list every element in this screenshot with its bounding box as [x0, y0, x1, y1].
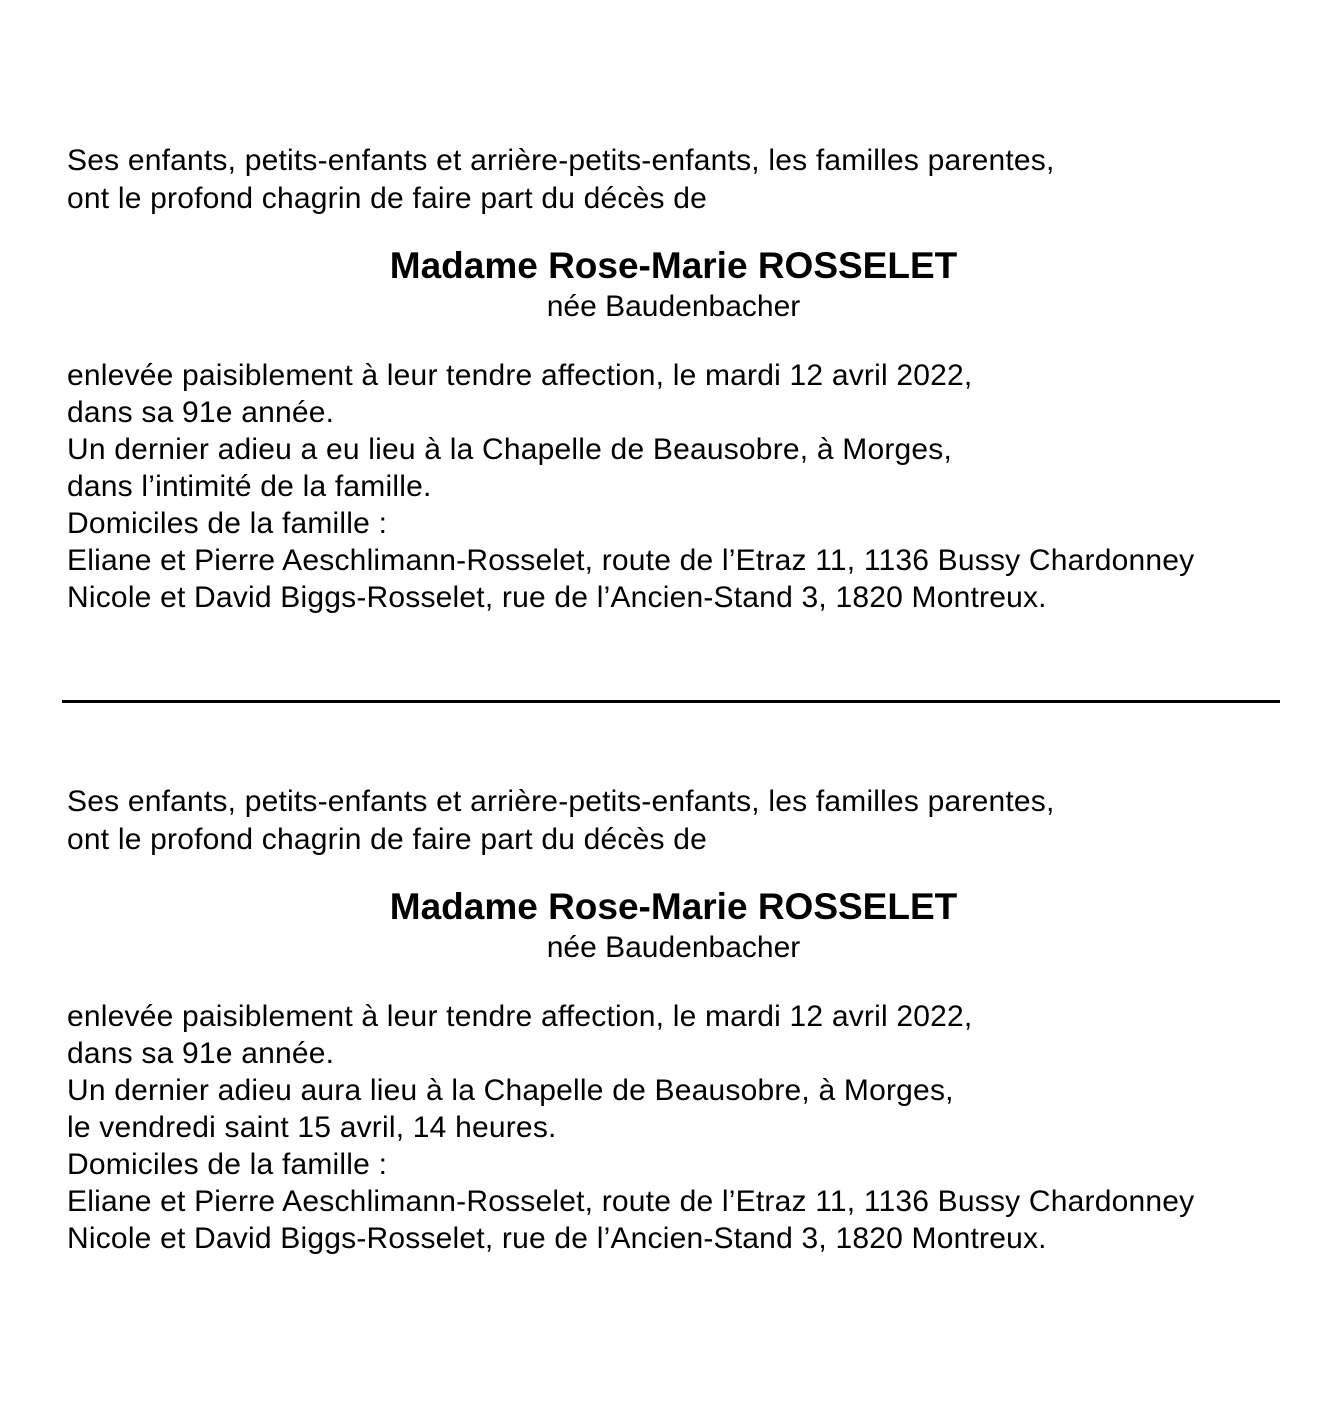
body-line: dans sa 91e année. [67, 1037, 335, 1070]
body-paragraph [67, 998, 1287, 1257]
body-line: Domiciles de la famille : [67, 507, 388, 540]
intro-line: Ses enfants, petits-enfants et arrière-petits-enfants, les familles parentes, [67, 785, 1055, 818]
intro-line: ont le profond chagrin de faire part du décès de [67, 182, 708, 215]
intro-paragraph [67, 142, 1287, 218]
title-area [67, 885, 1280, 967]
body-line: le vendredi saint 15 avril, 14 heures. [67, 1111, 557, 1144]
body-line: Un dernier adieu a eu lieu à la Chapelle de Beausobre, à Morges, [67, 433, 953, 466]
body-line: Domiciles de la famille : [67, 1148, 388, 1181]
intro-paragraph [67, 783, 1287, 859]
body-line: Nicole et David Biggs-Rosselet, rue de l’Ancien-Stand 3, 1820 Montreux. [67, 1222, 1047, 1255]
body-line: dans sa 91e année. [67, 396, 335, 429]
deceased-name-title: Madame Rose-Marie ROSSELET [389, 886, 958, 927]
maiden-name-subtitle: née Baudenbacher [546, 931, 801, 964]
body-line: Eliane et Pierre Aeschlimann-Rosselet, route de l’Etraz 11, 1136 Bussy Chardonney [67, 1185, 1195, 1218]
body-line: enlevée paisiblement à leur tendre affection, le mardi 12 avril 2022, [67, 1000, 973, 1033]
body-line: Eliane et Pierre Aeschlimann-Rosselet, route de l’Etraz 11, 1136 Bussy Chardonney [67, 544, 1195, 577]
title-area [67, 244, 1280, 326]
body-line: enlevée paisiblement à leur tendre affection, le mardi 12 avril 2022, [67, 359, 973, 392]
maiden-name-subtitle: née Baudenbacher [546, 290, 801, 323]
body-paragraph [67, 357, 1287, 616]
obituary-notice-1 [67, 142, 1287, 616]
obituary-notice-2 [67, 783, 1287, 1257]
body-line: dans l’intimité de la famille. [67, 470, 432, 503]
section-divider [62, 700, 1280, 703]
intro-line: Ses enfants, petits-enfants et arrière-petits-enfants, les familles parentes, [67, 144, 1055, 177]
body-line: Nicole et David Biggs-Rosselet, rue de l’Ancien-Stand 3, 1820 Montreux. [67, 581, 1047, 614]
body-line: Un dernier adieu aura lieu à la Chapelle de Beausobre, à Morges, [67, 1074, 954, 1107]
deceased-name-title: Madame Rose-Marie ROSSELET [389, 245, 958, 286]
intro-line: ont le profond chagrin de faire part du décès de [67, 823, 708, 856]
